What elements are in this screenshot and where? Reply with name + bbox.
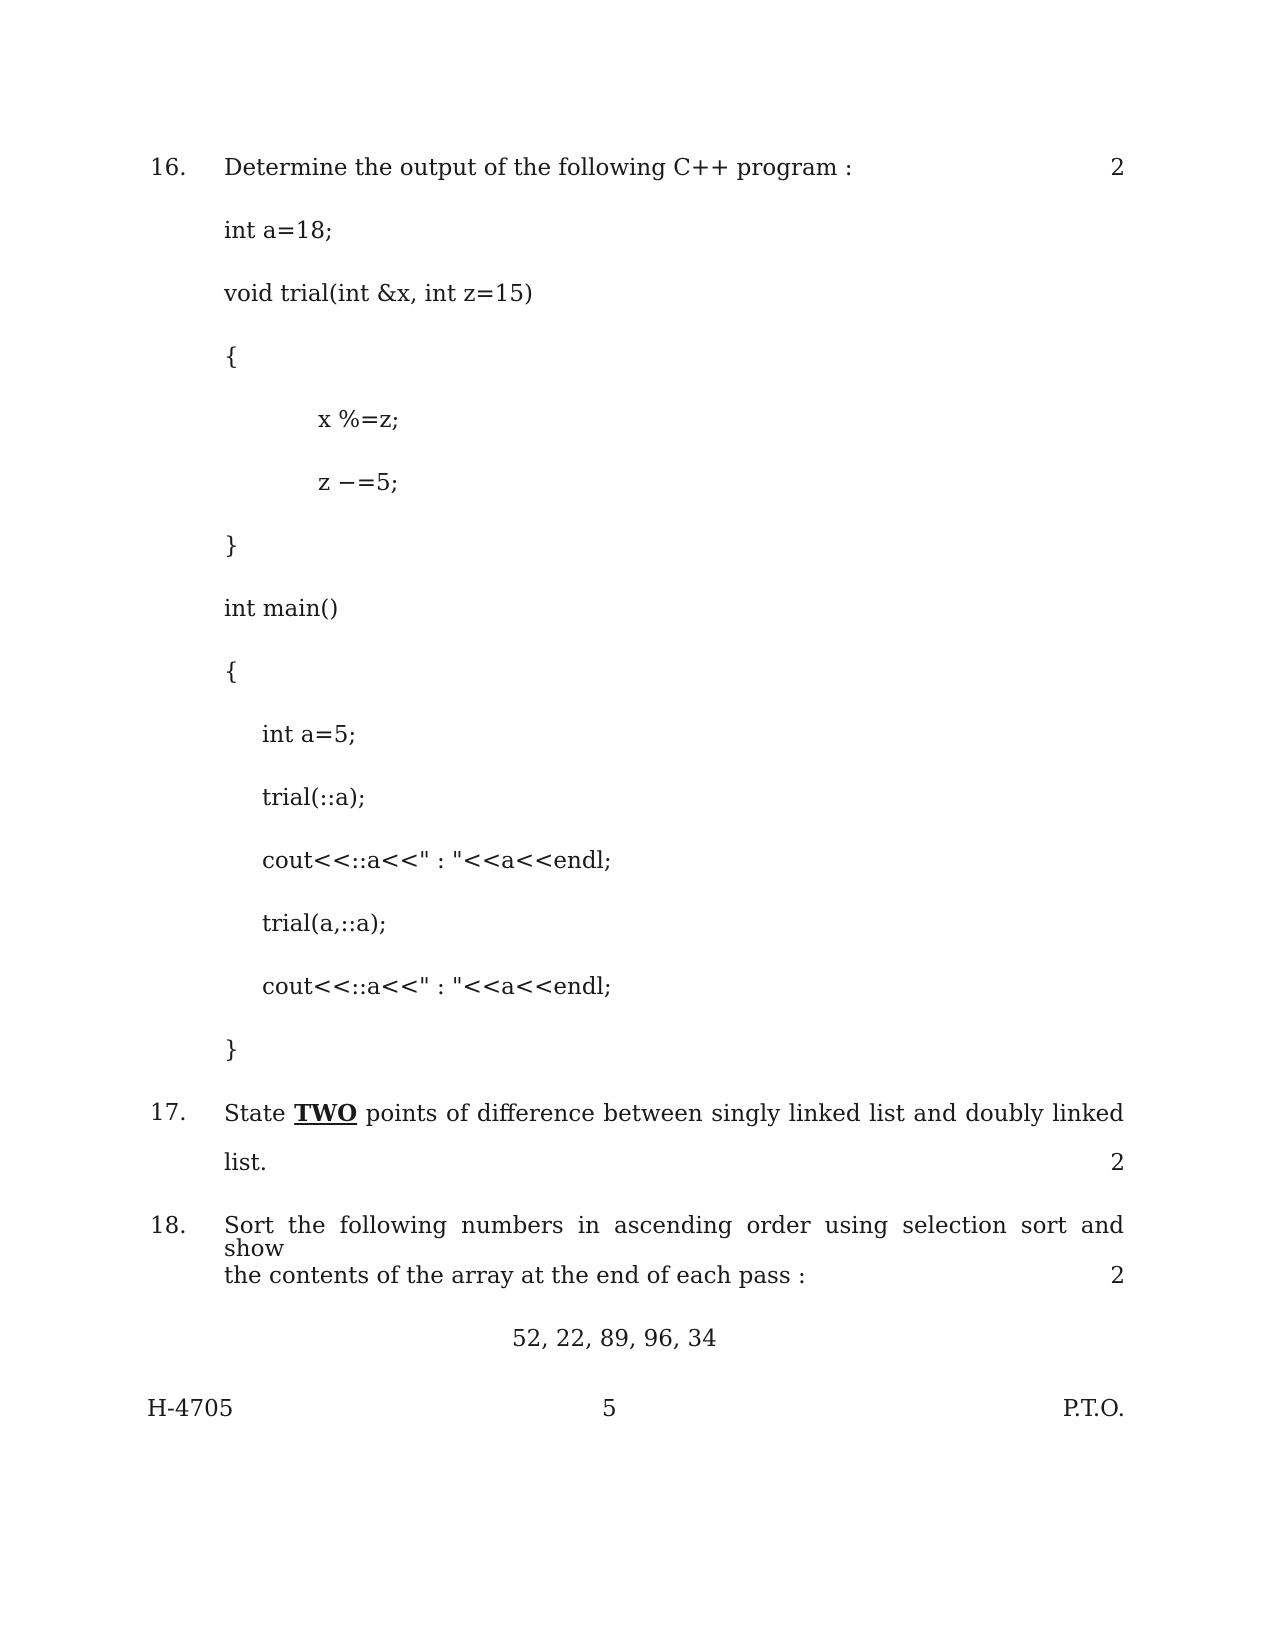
code-line: cout<<::a<<" : "<<a<<endl; xyxy=(262,974,612,1000)
footer-pto: P.T.O. xyxy=(1062,1396,1125,1422)
footer-paper-code: H-4705 xyxy=(147,1396,234,1422)
code-line: } xyxy=(224,1037,239,1063)
code-line: } xyxy=(224,533,239,559)
footer-page-number: 5 xyxy=(602,1396,617,1422)
code-line: { xyxy=(224,659,239,685)
code-line: trial(::a); xyxy=(262,785,366,811)
code-line: void trial(int &x, int z=15) xyxy=(224,281,534,307)
question-16-marks: 2 xyxy=(1110,155,1125,181)
question-17-marks: 2 xyxy=(1110,1150,1125,1176)
question-16-number: 16. xyxy=(150,155,187,181)
question-17-number: 17. xyxy=(150,1100,187,1126)
question-16-text: Determine the output of the following C++ program : xyxy=(224,155,853,181)
code-line: { xyxy=(224,344,239,370)
question-17-line2: list. xyxy=(224,1150,268,1176)
question-18-line1: Sort the following numbers in ascending order using selection sort and show xyxy=(224,1213,1124,1262)
question-18-numbers: 52, 22, 89, 96, 34 xyxy=(512,1326,717,1352)
code-line: trial(a,::a); xyxy=(262,911,387,937)
code-line: int a=18; xyxy=(224,218,333,244)
code-line: int a=5; xyxy=(262,722,357,748)
code-line: z −=5; xyxy=(318,470,399,496)
code-line: int main() xyxy=(224,596,339,622)
question-18-marks: 2 xyxy=(1110,1263,1125,1289)
code-line: x %=z; xyxy=(318,407,400,433)
question-17-emphasis: TWO xyxy=(294,1100,358,1127)
question-17-line1 xyxy=(224,1102,1124,1126)
code-line: cout<<::a<<" : "<<a<<endl; xyxy=(262,848,612,874)
question-18-line2: the contents of the array at the end of each pass : xyxy=(224,1263,806,1289)
question-17-pre: State xyxy=(224,1101,286,1127)
question-17-post: points of difference between singly linked list and doubly linked xyxy=(365,1101,1125,1127)
question-18-number: 18. xyxy=(150,1213,187,1239)
